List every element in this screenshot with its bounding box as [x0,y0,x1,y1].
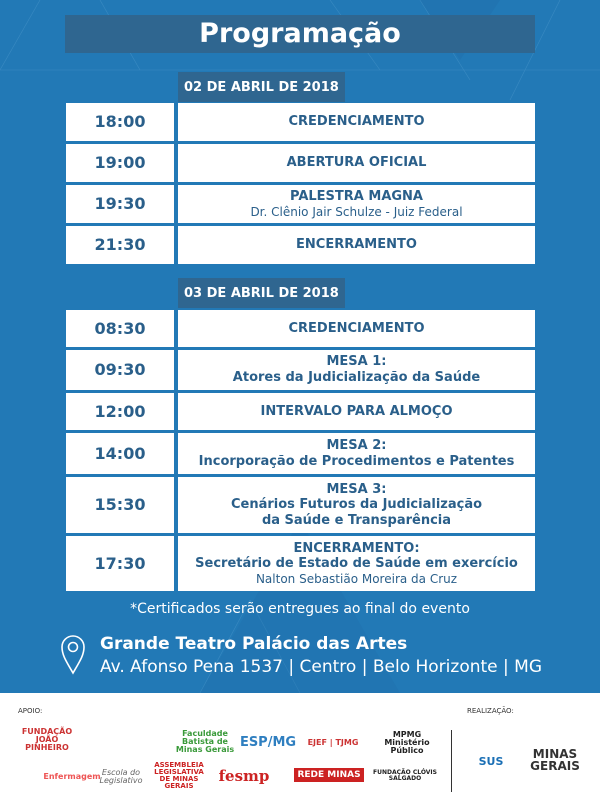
venue-address: Av. Afonso Pena 1537 | Centro | Belo Horizonte | MG [100,657,542,677]
date-header: 02 DE ABRIL DE 2018 [178,72,345,102]
schedule-time: 09:30 [66,350,174,390]
activity-line: Cenários Futuros da Judicialização [230,497,483,513]
schedule-activity [178,226,535,264]
venue-name: Grande Teatro Palácio das Artes [100,634,408,654]
schedule-activity [178,310,535,347]
schedule-time: 15:30 [66,477,174,533]
schedule-time: 21:30 [66,226,174,264]
schedule-activity [178,536,535,591]
schedule-time: 18:00 [66,103,174,141]
divider [451,730,452,792]
logo-fjp: FUNDAÇÃO JOÃO PINHEIRO [21,727,73,752]
logo-mpmg: MPMG Ministério Público [384,730,430,755]
activity-line: ABERTURA OFICIAL [286,155,427,171]
activity-speaker: Nalton Sebastião Moreira da Cruz [255,571,458,586]
schedule-time: 19:00 [66,144,174,182]
activity-line: INTERVALO PARA ALMOÇO [260,403,453,419]
activity-line: Atores da Judicialização da Saúde [232,370,481,385]
logo-rede-minas: REDE MINAS [294,768,364,782]
schedule-time: 19:30 [66,185,174,223]
logo-minas-gerais: MINAS GERAIS [530,747,580,773]
schedule-time: 14:00 [66,433,174,474]
support-label: APOIO: [18,707,43,715]
schedule-activity [178,350,535,390]
schedule-time: 12:00 [66,393,174,430]
activity-line: Incorporação de Procedimentos e Patentes [198,453,515,469]
logo-batista: Faculdade Batista de Minas Gerais [175,729,235,754]
logo-sus: SUS [478,754,504,768]
logo-espmg: ESP/MG [239,734,297,750]
activity-line: MESA 2: [326,437,387,453]
activity-speaker: Dr. Clênio Jair Schulze - Juiz Federal [250,204,463,219]
certificate-note: *Certificados serão entregues ao final do evento [130,601,470,617]
activity-line: da Saúde e Transparência [261,512,452,528]
logo-enfermagem: Enfermagem [43,772,101,781]
schedule-activity [178,103,535,141]
schedule-activity [178,393,535,430]
schedule-time: 08:30 [66,310,174,347]
activity-line: CREDENCIAMENTO [288,320,425,336]
map-pin-icon [60,633,86,675]
date-header: 03 DE ABRIL DE 2018 [178,278,345,308]
schedule-activity [178,144,535,182]
activity-line: MESA 1: [326,354,387,370]
activity-line: ENCERRAMENTO [296,237,417,253]
logo-assembleia: ASSEMBLEIA LEGISLATIVA DE MINAS GERAIS [154,761,204,790]
logo-escola-legislativo: Escola do Legislativo [99,768,143,785]
activity-line: PALESTRA MAGNA [290,189,423,204]
logo-fesmp: fesmp [218,766,270,785]
activity-line: MESA 3: [326,481,387,497]
schedule-activity [178,477,535,533]
logo-clovis-salgado: FUNDAÇÃO CLÓVIS SALGADO [372,769,437,782]
schedule-activity [178,433,535,474]
activity-line: Secretário de Estado de Saúde em exercício [195,556,518,572]
realization-label: REALIZAÇÃO: [467,707,514,715]
page-title: Programação [65,15,535,53]
logo-ejef-tjmg: EJEF | TJMG [307,738,359,747]
activity-line: ENCERRAMENTO: [293,540,420,556]
activity-line: CREDENCIAMENTO [288,114,425,130]
schedule-activity [178,185,535,223]
schedule-time: 17:30 [66,536,174,591]
